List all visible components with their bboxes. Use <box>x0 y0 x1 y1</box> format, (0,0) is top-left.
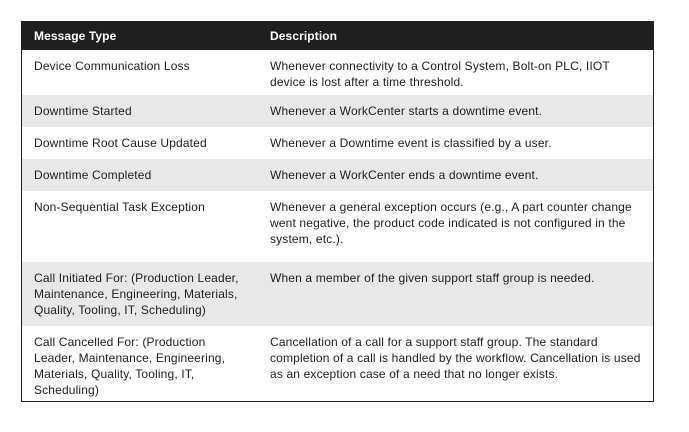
description-cell: When a member of the given support staff group is needed. <box>258 262 653 326</box>
message-type-table-frame <box>21 21 654 402</box>
message-type-cell: Downtime Started <box>22 95 258 127</box>
description-cell: Whenever a Downtime event is classified by a user. <box>270 136 552 150</box>
description-cell: Whenever a WorkCenter starts a downtime event. <box>258 95 653 127</box>
table-body <box>22 50 653 402</box>
description-cell: Cancellation of a call for a support staff group. The standard completion of a call is handled by the workflow. Cancellation is used as an exception case of a need that no longer exists. <box>270 335 641 381</box>
description-cell: Whenever a WorkCenter ends a downtime event. <box>258 159 653 191</box>
message-type-cell: Call Initiated For: (Production Leader, Maintenance, Engineering, Materials, Quality, Tooling, IT, Scheduling) <box>22 262 258 326</box>
description-cell: Whenever connectivity to a Control System, Bolt-on PLC, IIOT device is lost after a time threshold. <box>270 59 610 89</box>
table-row <box>22 50 653 95</box>
header-description: Description <box>258 22 653 50</box>
table-row <box>22 262 653 326</box>
header-row <box>22 22 653 50</box>
header-message-type: Message Type <box>22 22 258 50</box>
table-header <box>22 22 653 50</box>
message-type-cell: Call Cancelled For: (Production Leader, Maintenance, Engineering, Materials, Quality, Tooling, IT, Scheduling) <box>34 335 226 397</box>
message-type-cell: Downtime Completed <box>22 159 258 191</box>
table-row <box>22 95 653 127</box>
table-row <box>22 191 653 262</box>
message-type-table <box>22 22 653 402</box>
message-type-cell: Downtime Root Cause Updated <box>34 136 207 150</box>
table-row <box>22 159 653 191</box>
table-row <box>22 127 653 159</box>
message-type-cell: Device Communication Loss <box>34 59 190 73</box>
message-type-cell: Non-Sequential Task Exception <box>34 200 205 214</box>
description-cell: Whenever a general exception occurs (e.g., A part counter change went negative, the product code indicated is not configured in the system, etc.). <box>270 200 632 246</box>
table-row <box>22 326 653 402</box>
